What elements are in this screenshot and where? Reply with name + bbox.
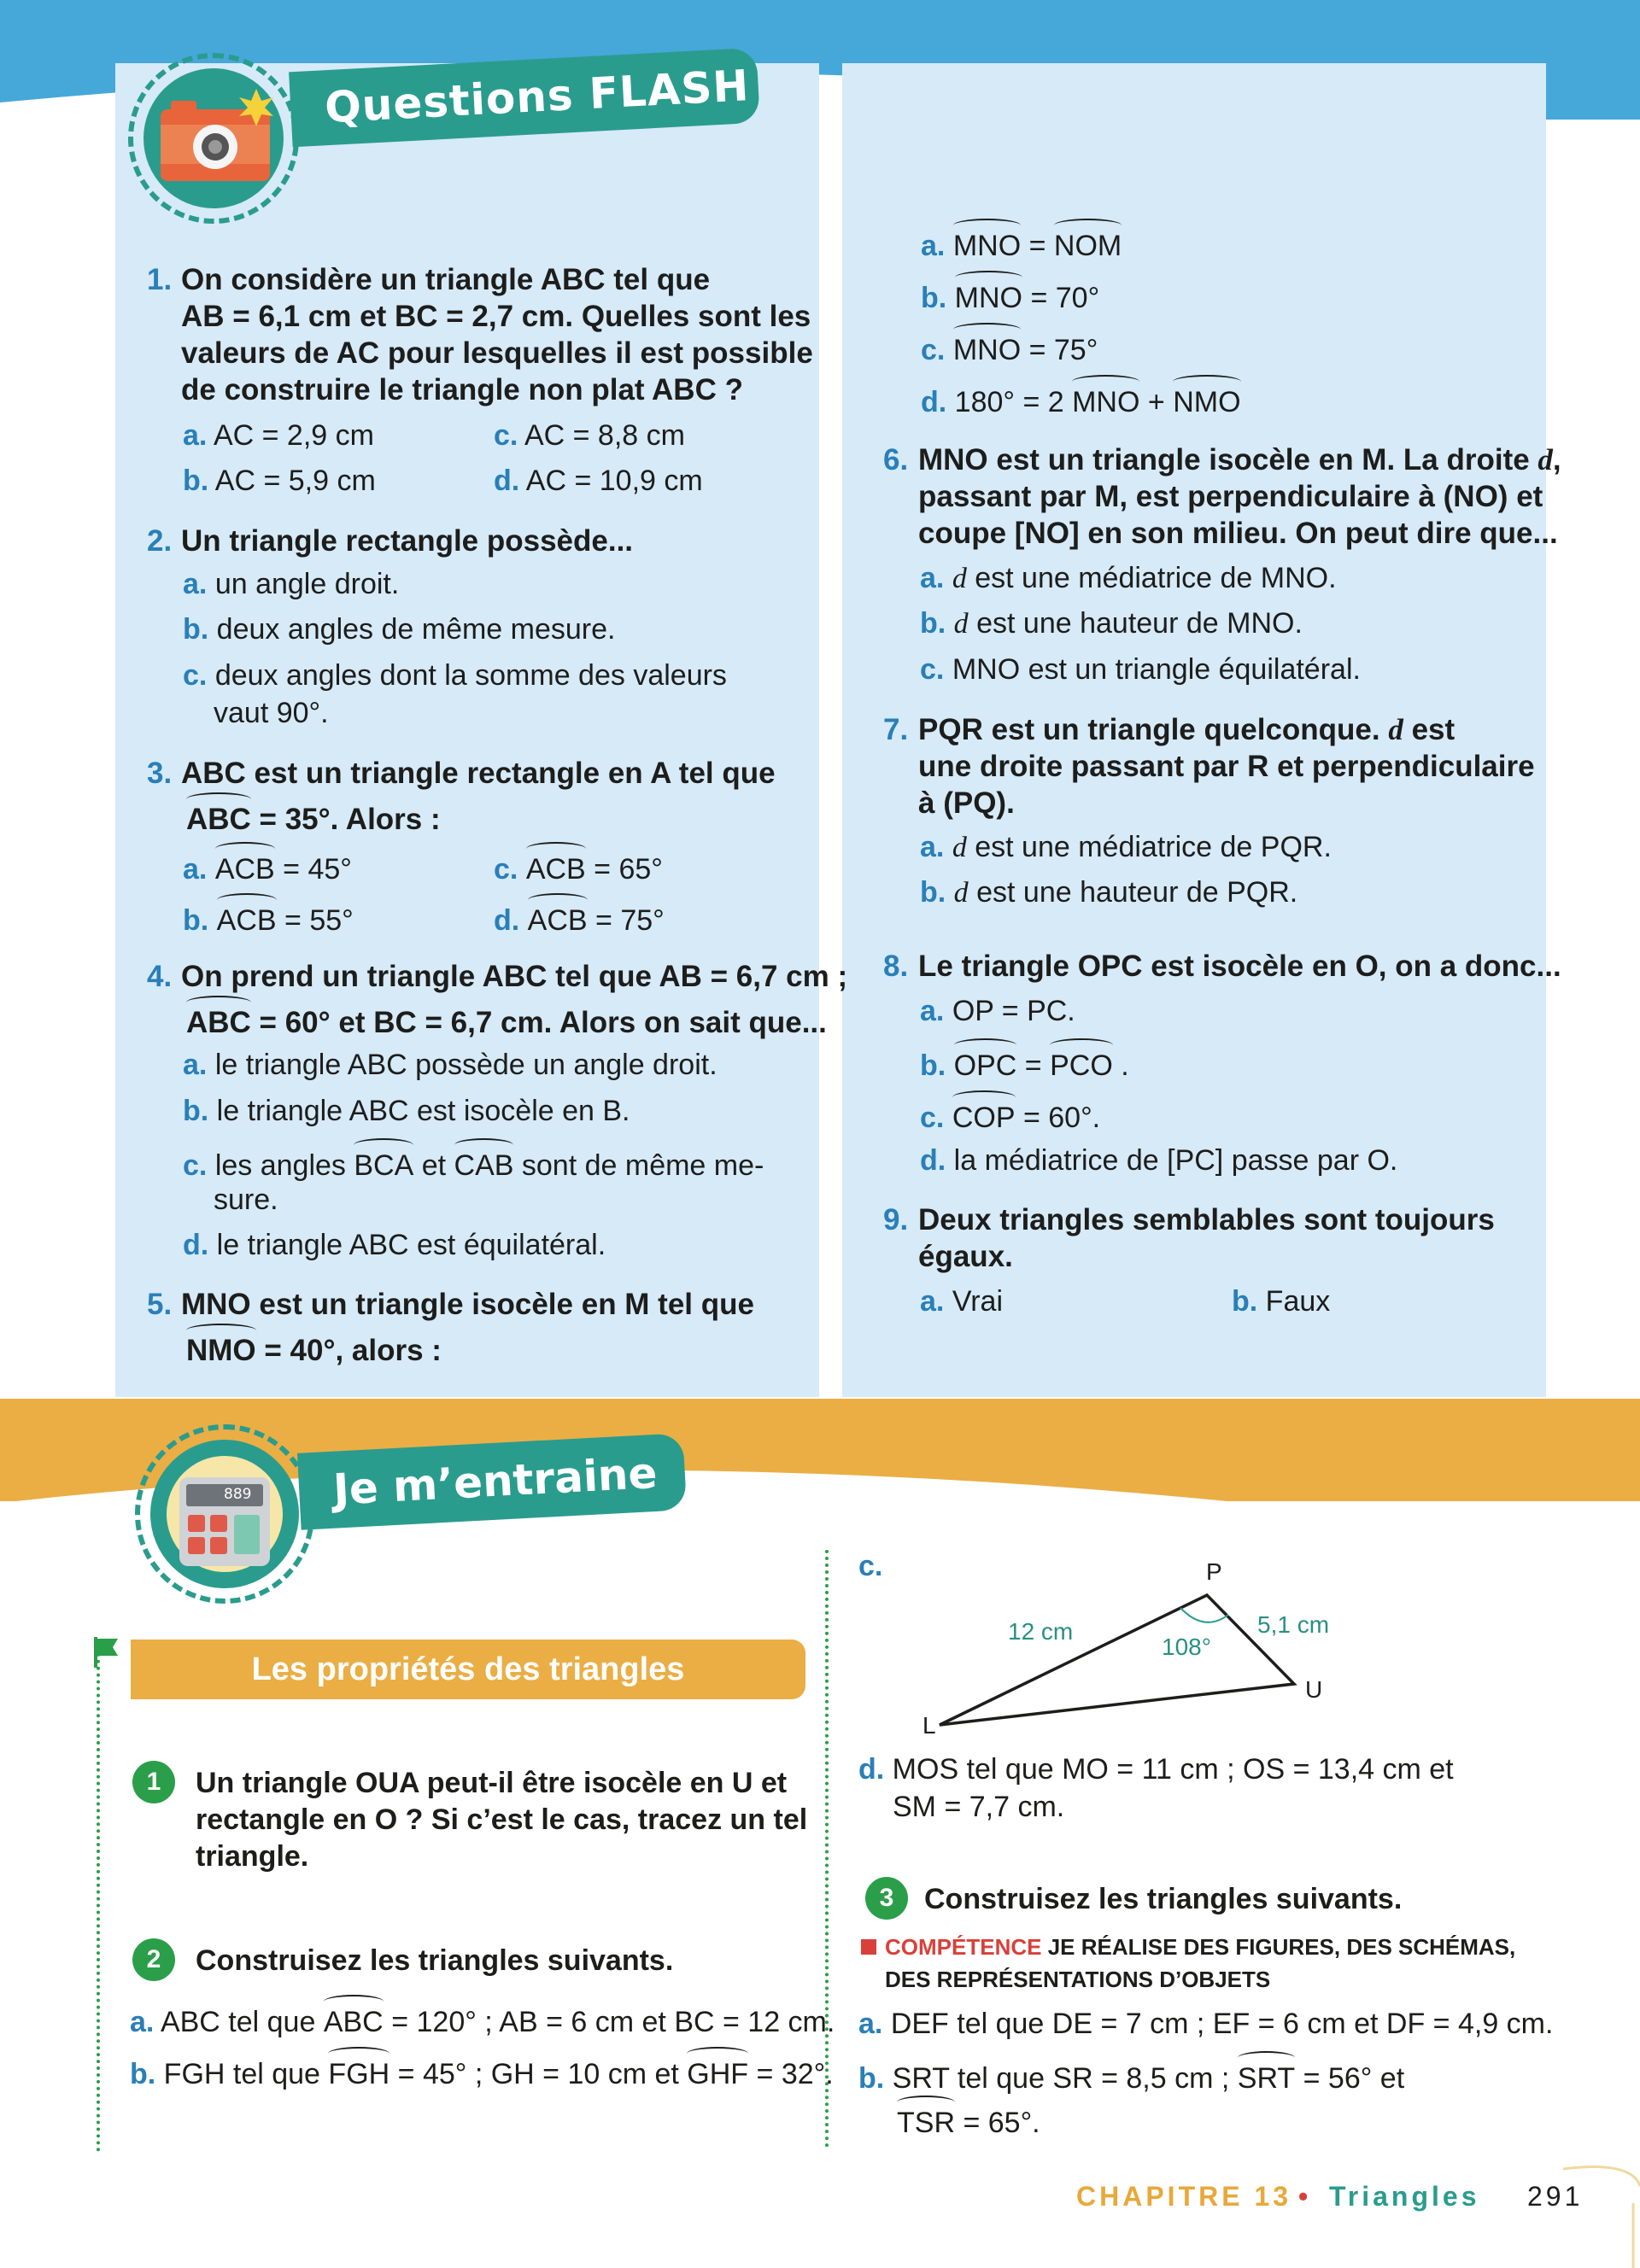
q1-option-b[interactable]: b. AC = 5,9 cm — [183, 465, 376, 497]
q6-number: 6. — [883, 443, 909, 476]
competence-line1: COMPÉTENCE JE RÉALISE DES FIGURES, DES SCHÉMAS, — [885, 1934, 1516, 1960]
q2-option-c-line2: vaut 90°. — [214, 697, 329, 729]
q5-option-c[interactable]: c. MNO = 75° — [921, 328, 1098, 369]
q3-line2: ABC = 35°. Alors : — [186, 798, 441, 839]
left-dotted-line — [97, 1640, 100, 2152]
q3-option-a[interactable]: a. ACB = 45° — [183, 847, 352, 888]
section-title: Les propriétés des triangles — [131, 1640, 805, 1699]
q5-line2: NMO = 40°, alors : — [186, 1329, 442, 1370]
q6-option-a[interactable]: a. d est une médiatrice de MNO. — [920, 562, 1337, 594]
q2-option-a[interactable]: a. un angle droit. — [183, 568, 400, 600]
q7-line3: à (PQ). — [918, 786, 1015, 820]
q9-option-b[interactable]: b. Faux — [1232, 1285, 1331, 1318]
q3-option-c[interactable]: c. ACB = 65° — [494, 847, 663, 888]
angle-p: 108° — [1162, 1634, 1211, 1660]
vertex-l: L — [922, 1712, 936, 1739]
q5-line1: MNO est un triangle isocèle en M tel que — [181, 1288, 754, 1321]
q1-line4: de construire le triangle non plat ABC ? — [181, 373, 743, 406]
q5-option-a[interactable]: a. MNO = NOM — [921, 224, 1122, 265]
q9-line1: Deux triangles semblables sont toujours — [918, 1203, 1495, 1236]
q8-option-b[interactable]: b. OPC = PCO . — [920, 1043, 1129, 1084]
q1-option-a[interactable]: a. AC = 2,9 cm — [183, 419, 374, 452]
page-number: 291 — [1527, 2181, 1584, 2212]
calculator-display: 889 — [224, 1486, 252, 1503]
q8-option-d[interactable]: d. la médiatrice de [PC] passe par O. — [920, 1144, 1398, 1177]
flash-title: Questions FLASH — [289, 48, 760, 148]
q1-line2: AB = 6,1 cm et BC = 2,7 cm. Quelles sont les — [181, 300, 811, 333]
q3-option-d[interactable]: d. ACB = 75° — [494, 898, 665, 939]
exercise-1-line3: triangle. — [196, 1840, 309, 1873]
q2-number: 2. — [147, 524, 173, 558]
q1-line1: On considère un triangle ABC tel que — [181, 263, 711, 296]
exercise-3-a: a. DEF tel que DE = 7 cm ; EF = 6 cm et DF = 4,9 cm. — [858, 2008, 1554, 2040]
q8-option-c[interactable]: c. COP = 60°. — [920, 1096, 1100, 1137]
q2-line1: Un triangle rectangle possède... — [181, 524, 634, 558]
q7-line1: PQR est un triangle quelconque. d est — [918, 713, 1456, 746]
q4-option-d[interactable]: d. le triangle ABC est équilatéral. — [183, 1229, 606, 1261]
side-pu: 5,1 cm — [1257, 1611, 1330, 1638]
footer-bullet: • — [1298, 2181, 1312, 2212]
q2-option-c[interactable]: c. deux angles dont la somme des valeurs — [183, 659, 727, 692]
q4-line2: ABC = 60° et BC = 6,7 cm. Alors on sait que... — [186, 1001, 827, 1042]
q7-number: 7. — [883, 713, 909, 746]
exercise-1-line2: rectangle en O ? Si c’est le cas, tracez un tel — [196, 1803, 808, 1836]
q4-option-b[interactable]: b. le triangle ABC est isocèle en B. — [183, 1095, 630, 1127]
q3-line1: ABC est un triangle rectangle en A tel que — [181, 757, 776, 790]
camera-icon — [154, 85, 282, 188]
q1-number: 1. — [147, 263, 173, 296]
exercise-2-a: a. ABC tel que ABC = 120° ; AB = 6 cm et BC = 12 cm. — [130, 2000, 835, 2041]
side-lp: 12 cm — [1008, 1618, 1074, 1645]
exercise-1-number: 1 — [132, 1761, 175, 1803]
q1-option-d[interactable]: d. AC = 10,9 cm — [494, 465, 703, 497]
q7-option-b[interactable]: b. d est une hauteur de PQR. — [920, 876, 1298, 909]
q6-line1: MNO est un triangle isocèle en M. La droite d, — [918, 443, 1561, 476]
q6-line2: passant par M, est perpendiculaire à (NO) et — [918, 480, 1543, 513]
competence-line2: DES REPRÉSENTATIONS D’OBJETS — [885, 1967, 1271, 1992]
q7-line2: une droite passant par R et perpendiculaire — [918, 750, 1535, 783]
exercise-2-b: b. FGH tel que FGH = 45° ; GH = 10 cm et GHF = 32°. — [130, 2052, 834, 2093]
footer-chapter: CHAPITRE 13 — [1076, 2181, 1292, 2212]
exercise-1-line1: Un triangle OUA peut-il être isocèle en U et — [196, 1767, 788, 1799]
exercise-2-number: 2 — [132, 1938, 175, 1981]
q1-option-c[interactable]: c. AC = 8,8 cm — [494, 419, 685, 452]
exercise-3-title: Construisez les triangles suivants. — [924, 1883, 1403, 1915]
q2-option-b[interactable]: b. deux angles de même mesure. — [183, 613, 616, 646]
exercise-2-d-line2: SM = 7,7 cm. — [893, 1791, 1065, 1823]
q4-option-a[interactable]: a. le triangle ABC possède un angle droit. — [183, 1049, 718, 1081]
exercise-3-number: 3 — [865, 1877, 908, 1920]
q4-option-c[interactable]: c. les angles BCA et CAB sont de même me- — [183, 1143, 764, 1184]
vertex-p: P — [1206, 1558, 1222, 1585]
exercise-3-b-line2: TSR = 65°. — [897, 2101, 1040, 2142]
q9-option-a[interactable]: a. Vrai — [920, 1285, 1004, 1318]
flag-icon — [91, 1635, 121, 1669]
q4-option-c-line2: sure. — [214, 1184, 278, 1216]
q4-line1: On prend un triangle ABC tel que AB = 6,7 cm ; — [181, 960, 848, 993]
q7-option-a[interactable]: a. d est une médiatrice de PQR. — [920, 831, 1332, 863]
q4-number: 4. — [147, 960, 173, 993]
q8-option-a[interactable]: a. OP = PC. — [920, 995, 1075, 1027]
figure-label: c. — [858, 1550, 883, 1582]
q9-number: 9. — [883, 1203, 909, 1236]
q5-option-d[interactable]: d. 180° = 2 MNO + NMO — [921, 380, 1241, 421]
vertex-u: U — [1305, 1676, 1323, 1703]
triangle-figure — [905, 1554, 1350, 1742]
q6-option-b[interactable]: b. d est une hauteur de MNO. — [920, 607, 1303, 640]
q8-line1: Le triangle OPC est isocèle en O, on a donc... — [918, 950, 1561, 983]
q3-option-b[interactable]: b. ACB = 55° — [183, 898, 354, 939]
train-title: Je m’entraine — [297, 1433, 687, 1530]
exercise-2-title: Construisez les triangles suivants. — [196, 1944, 674, 1977]
exercise-2-d: d. MOS tel que MO = 11 cm ; OS = 13,4 cm et — [858, 1753, 1454, 1786]
q5-number: 5. — [147, 1288, 173, 1321]
q8-number: 8. — [883, 950, 909, 983]
q6-option-c[interactable]: c. MNO est un triangle équilatéral. — [920, 653, 1361, 686]
q6-line3: coupe [NO] en son milieu. On peut dire que... — [918, 517, 1558, 550]
q3-number: 3. — [147, 757, 173, 790]
footer-title: Triangles — [1329, 2181, 1480, 2212]
q9-line2: égaux. — [918, 1240, 1013, 1273]
competence-marker — [861, 1939, 876, 1955]
q1-line3: valeurs de AC pour lesquelles il est possible — [181, 336, 813, 370]
exercise-3-b: b. SRT tel que SR = 8,5 cm ; SRT = 56° et — [858, 2056, 1404, 2097]
corner-decoration — [1555, 2152, 1640, 2268]
q5-option-b[interactable]: b. MNO = 70° — [921, 276, 1099, 317]
